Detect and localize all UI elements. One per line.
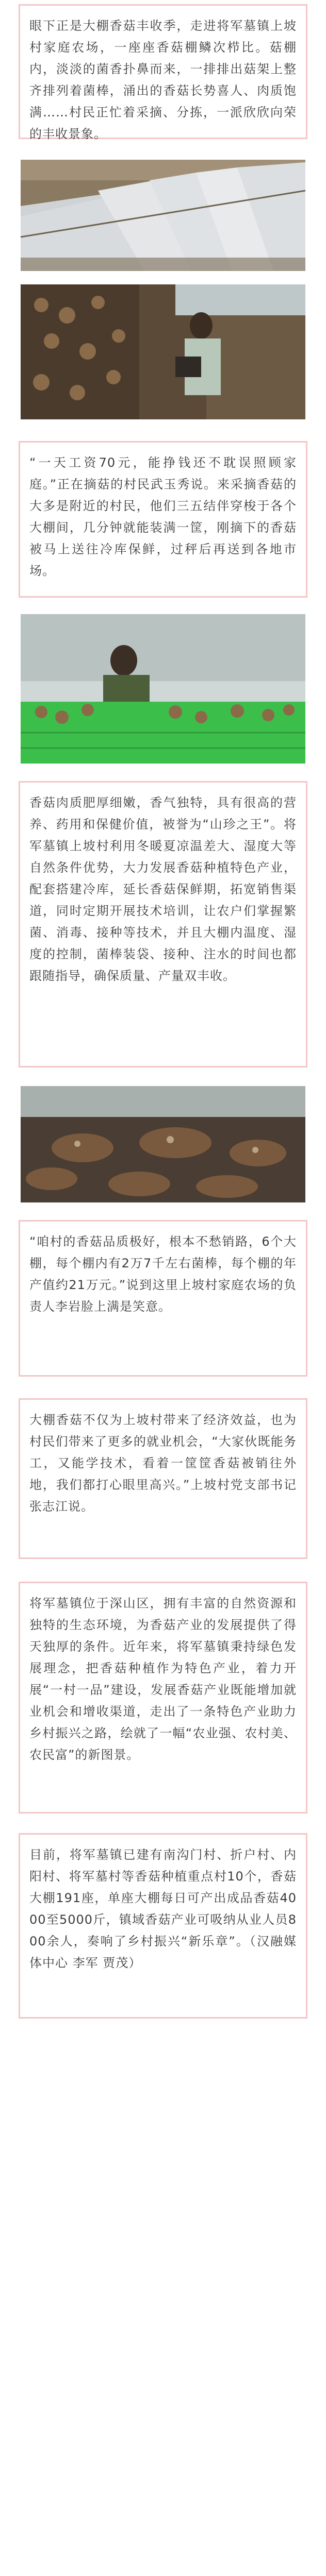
text-card-5 (19, 1398, 307, 1559)
text-card-7 (19, 1833, 307, 2019)
text-card-6 (19, 1582, 307, 1814)
text-card-1 (19, 4, 307, 139)
paragraph-6: 将军墓镇位于深山区，拥有丰富的自然资源和独特的生态环境，为香菇产业的发展提供了得天独厚的条件。近年来，将军墓镇秉持绿色发展理念，把香菇种植作为特色产业，着力开展“一村一品”建设，发展香菇产业既能增加就业机会和增收渠道，走出了一条特色产业助力乡村振兴之路，绘就了一幅“农业强、农村美、农民富”的新图景。 (29, 1596, 297, 1762)
photo-mushroom-racks-worker (21, 284, 305, 419)
paragraph-3: 香菇肉质肥厚细嫩，香气独特，具有很高的营养、药用和保健价值，被誉为“山珍之王”。将军墓镇上坡村利用冬暖夏凉温差大、湿度大等自然条件优势，大力发展香菇种植特色产业，配套搭建冷库，延长香菇保鲜期，拓宽销售渠道，同时定期开展技术培训，让农户们掌握繁菌、消毒、接种等技术，并且大棚内温度、湿度的控制，菌棒装袋、接种、注水的时间也都跟随指导，确保质量、产量双丰收。 (29, 795, 297, 983)
photo-greenhouses-aerial (21, 160, 305, 271)
paragraph-1: 眼下正是大棚香菇丰收季，走进将军墓镇上坡村家庭农场，一座座香菇棚鳞次栉比。菇棚内，淡淡的菌香扑鼻而来，一排排出菇架上整齐排列着菌棒，涌出的香菇长势喜人、肉质饱满……村民正忙着采摘、分拣，一派欣欣向荣的丰收景象。 (29, 19, 297, 141)
paragraph-7: 目前，将军墓镇已建有南沟门村、折户村、内阳村、将军墓村等香菇种植重点村10个，香菇大棚191座，单座大棚每日可产出成品香菇4000至5000斤，镇域香菇产业可吸纳从业人员800余人，奏响了乡村振兴“新乐章”。（汉融媒体中心 李军 贾茂） (29, 1848, 297, 1970)
text-card-4 (19, 1220, 307, 1377)
text-card-2 (19, 441, 307, 598)
text-card-3 (19, 781, 307, 1067)
paragraph-5: 大棚香菇不仅为上坡村带来了经济效益，也为村民们带来了更多的就业机会，“大家伙既能务工，又能学技术，看着一筐筐香菇被销往外地，我们都打心眼里高兴。”上坡村党支部书记张志江说。 (29, 1413, 297, 1514)
paragraph-2: “一天工资70元，能挣钱还不耽误照顾家庭。”正在摘菇的村民武玉秀说。来采摘香菇的大多是附近的村民，他们三五结伴穿梭于各个大棚间，几分钟就能装满一筐，刚摘下的香菇被马上送往冷库保鲜，过秤后再送到各地市场。 (29, 455, 297, 578)
photo-shiitake-closeup (21, 1086, 305, 1202)
photo-harvest-baskets (21, 614, 305, 764)
paragraph-4: “咱村的香菇品质极好，根本不愁销路，6个大棚，每个棚内有2万7千左右菌棒，每个棚的年产值约21万元。”说到这里上坡村家庭农场的负责人李岩脸上满是笑意。 (29, 1234, 297, 1314)
